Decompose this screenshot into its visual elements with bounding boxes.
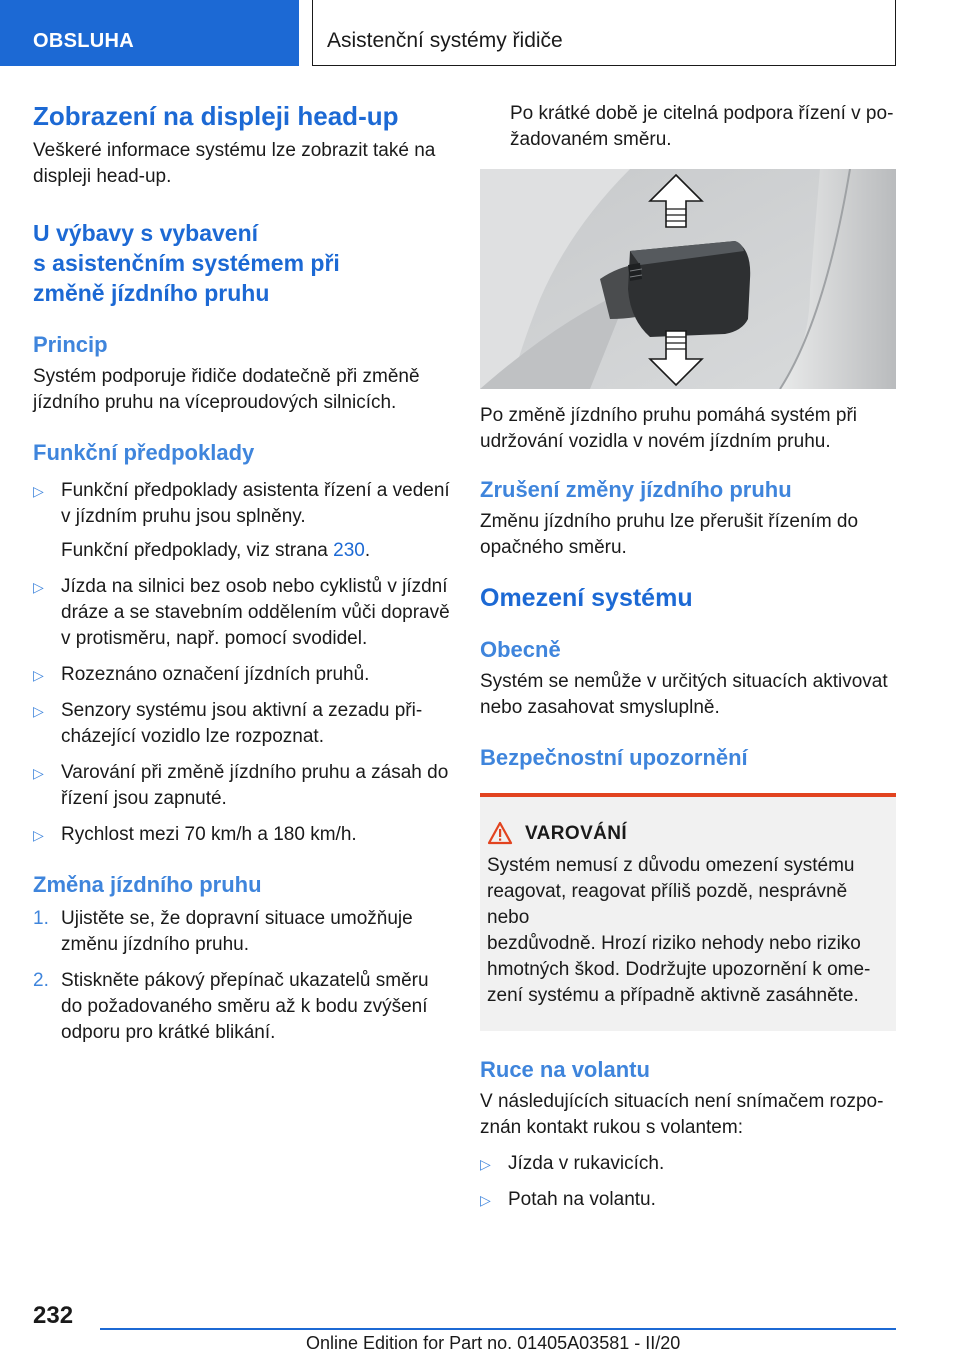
lane-assist-heading: U výbavy s vybavení s asistenčním systémem při změně jízdního pruhu [33,220,340,306]
page-number: 232 [33,1302,74,1329]
footer-divider [100,1328,896,1330]
left-column [33,100,453,1046]
topic-tab [312,0,896,66]
section-tab [0,0,299,66]
page-link[interactable]: 230 [333,540,365,561]
lever-drawing [480,169,896,389]
hands-on-wheel-text: V následujících situacích není snímačem rozpo‐ znán kontakt rukou s volantem: [480,1091,884,1138]
warning-title: VAROVÁNÍ [525,823,628,844]
limits-heading: Omezení systému [480,584,693,612]
step-number: 2. [33,970,49,991]
list-item: ▷ Varování při změně jízdního pruhu a zásah do řízení jsou zapnuté. [33,762,449,809]
turn-signal-lever-illustration [480,169,896,389]
topic-label: Asistenční systémy řidiče [327,29,563,52]
principle-heading: Princip [33,332,108,357]
lane-change-steps [33,906,453,1046]
warning-text: Systém nemusí z důvodu omezení systému reagovat, reagovat příliš pozdě, nesprávně nebo bezdůvodně. Hrozí riziko nehody nebo riziko hmotných škod. Dodržujte upozornění k ome‐ zení systému a případně aktivně zasáhněte. [487,855,871,1006]
head-up-text: Veškeré informace systému lze zobrazit také na displeji head-up. [33,140,436,187]
list-item: ▷ Rychlost mezi 70 km/h a 180 km/h. [33,822,453,848]
right-column [480,101,896,1213]
step-number: 1. [33,908,49,929]
list-item: ▷ Jízda na silnici bez osob nebo cyklistů v jízdní dráze a se stavebním oddělením vůči dopravě v protisměru, např. pomocí svodidel. [33,576,450,649]
list-item: ▷ Funkční předpoklady asistenta řízení a vedení v jízdním pruhu jsou splněny. Funkční předpoklady, viz strana 230. [33,478,453,564]
head-up-heading: Zobrazení na displeji head-up [33,101,399,131]
general-heading: Obecně [480,637,561,662]
warning-header [487,821,888,851]
bullet-triangle-icon: ▷ [33,483,44,499]
cross-reference: Funkční předpoklady, viz strana 230. [61,540,371,561]
bullet-triangle-icon: ▷ [33,827,44,843]
list-item: ▷ Senzory systému jsou aktivní a zezadu při‐ cházející vozidlo lze rozpoznat. [33,700,423,747]
list-item: 2. Stiskněte pákový přepínač ukazatelů směru do požadovaného směru až k bodu zvýšení odporu pro krátké blikání. [33,970,429,1043]
bullet-triangle-icon: ▷ [480,1192,491,1208]
bullet-triangle-icon: ▷ [33,579,44,595]
cancel-text: Změnu jízdního pruhu lze přerušit řízením do opačného směru. [480,511,859,558]
bullet-triangle-icon: ▷ [33,667,44,683]
edition-text: Online Edition for Part no. 01405A03581 - II/20 [306,1333,681,1353]
hands-on-wheel-heading: Ruce na volantu [480,1057,650,1082]
list-item: ▷ Jízda v rukavicích. [480,1151,896,1177]
lane-change-heading: Změna jízdního pruhu [33,872,262,897]
safety-heading: Bezpečnostní upozornění [480,745,748,770]
principle-text: Systém podporuje řidiče dodatečně při změně jízdního pruhu na víceproudových silnicích. [33,366,420,413]
list-item: 1. Ujistěte se, že dopravní situace umožňuje změnu jízdního pruhu. [33,908,413,955]
cancel-heading: Zrušení změny jízdního pruhu [480,477,792,502]
warning-triangle-icon [487,821,513,845]
support-intro-text: Po krátké době je citelná podpora řízení v po‐ žadovaném směru. [510,103,894,150]
list-item: ▷ Rozeznáno označení jízdních pruhů. [33,662,453,688]
prerequisites-list [33,478,453,848]
list-item: ▷ Potah na volantu. [480,1187,896,1213]
bullet-triangle-icon: ▷ [33,703,44,719]
bullet-triangle-icon: ▷ [480,1156,491,1172]
general-text: Systém se nemůže v určitých situacích aktivovat nebo zasahovat smysluplně. [480,671,888,718]
prerequisites-heading: Funkční předpoklady [33,440,255,465]
section-label: OBSLUHA [33,30,134,52]
hands-list [480,1151,896,1213]
after-change-text: Po změně jízdního pruhu pomáhá systém při udržování vozidla v novém jízdním pruhu. [480,405,858,452]
warning-box [480,793,896,1031]
bullet-triangle-icon: ▷ [33,765,44,781]
